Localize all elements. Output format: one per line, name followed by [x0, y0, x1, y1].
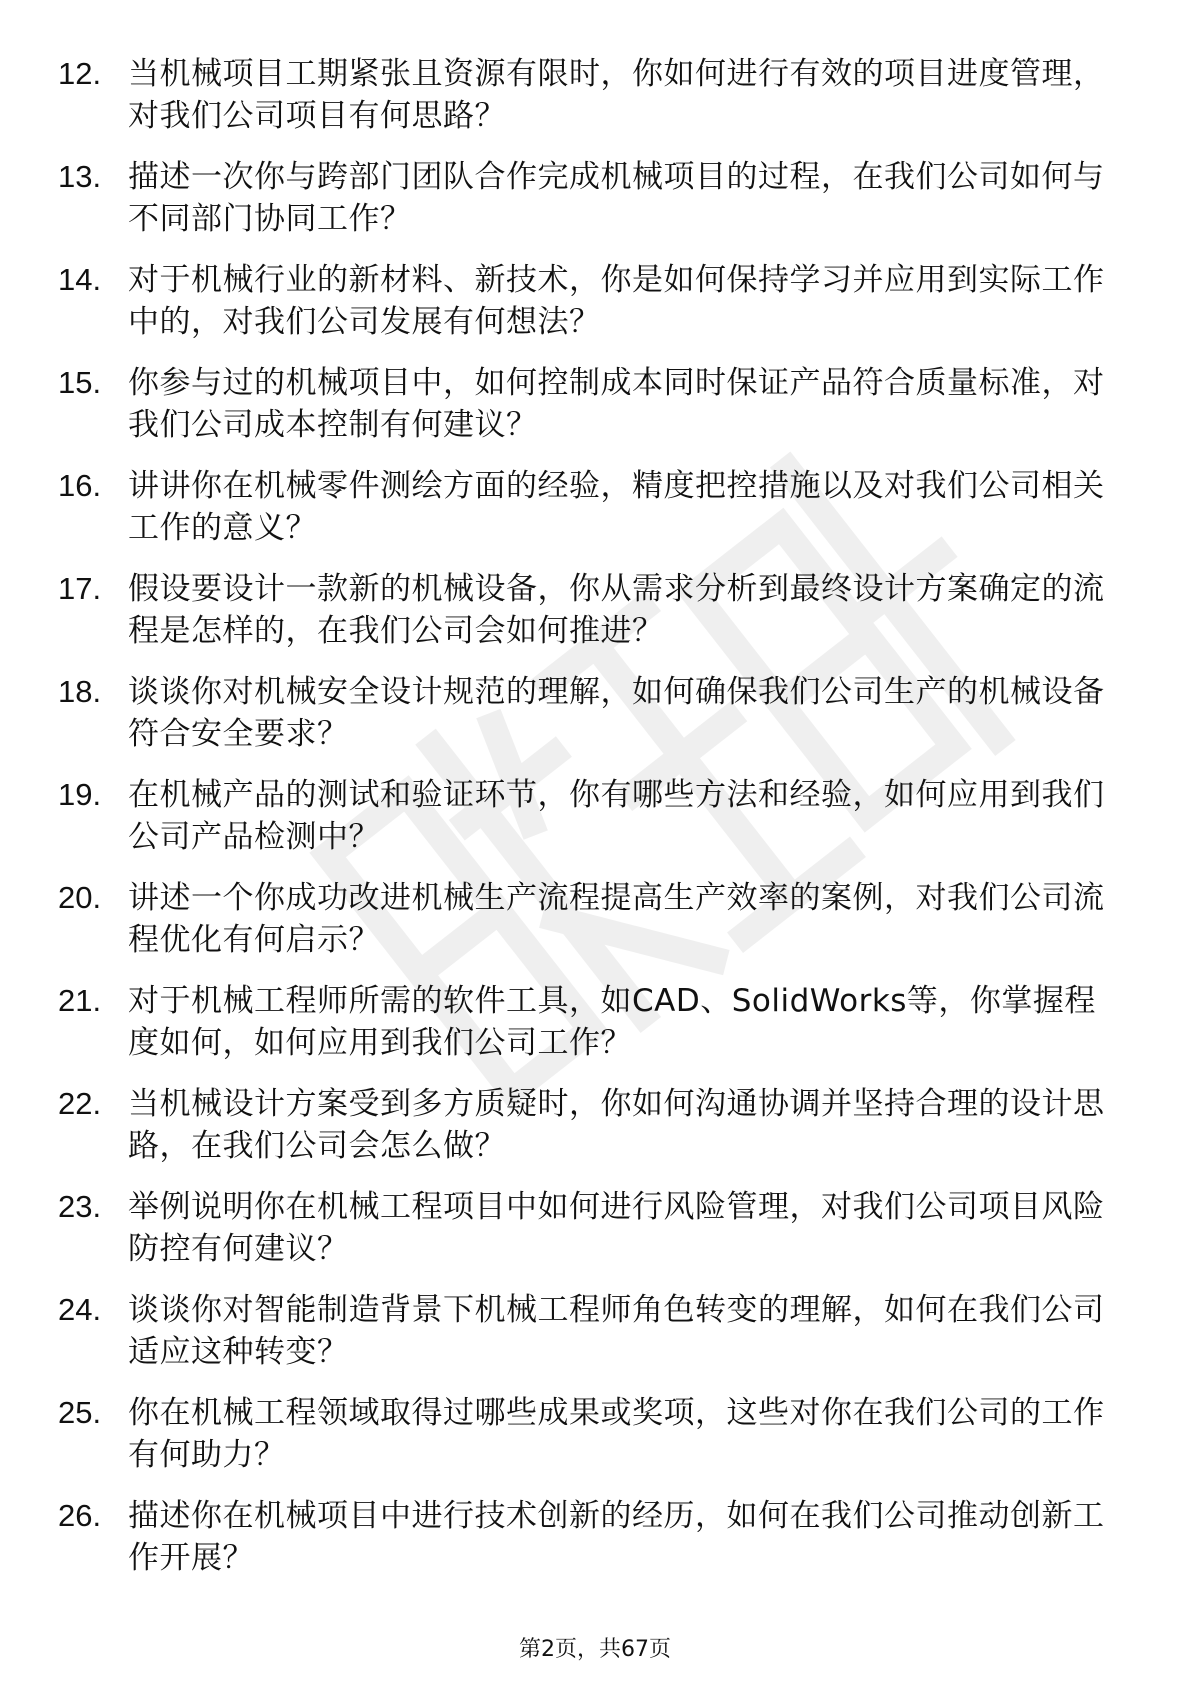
question-number: 15.: [58, 365, 102, 400]
question-item: [58, 1392, 1108, 1495]
question-item: [58, 980, 1108, 1083]
question-number: 18.: [58, 674, 102, 709]
question-number: 17.: [58, 571, 102, 606]
question-item: [58, 362, 1108, 465]
question-list: [58, 53, 1108, 1598]
question-number: 26.: [58, 1498, 102, 1533]
question-number: 25.: [58, 1395, 102, 1430]
question-item: [58, 465, 1108, 568]
question-item: [58, 568, 1108, 671]
question-text: 谈谈你对智能制造背景下机械工程师角色转变的理解，如何在我们公司适应这种转变？: [128, 1292, 1105, 1370]
question-text: 描述你在机械项目中进行技术创新的经历，如何在我们公司推动创新工作开展？: [128, 1498, 1105, 1576]
question-item: [58, 877, 1108, 980]
question-text: 当机械项目工期紧张且资源有限时，你如何进行有效的项目进度管理，对我们公司项目有何思路？: [128, 56, 1105, 134]
question-item: [58, 671, 1108, 774]
question-text: 举例说明你在机械工程项目中如何进行风险管理，对我们公司项目风险防控有何建议？: [128, 1189, 1105, 1267]
question-text: 对于机械行业的新材料、新技术，你是如何保持学习并应用到实际工作中的，对我们公司发展有何想法？: [128, 262, 1105, 340]
question-number: 19.: [58, 777, 102, 812]
question-item: [58, 156, 1108, 259]
question-text: 讲述一个你成功改进机械生产流程提高生产效率的案例，对我们公司流程优化有何启示？: [128, 880, 1105, 958]
question-item: [58, 53, 1108, 156]
question-number: 13.: [58, 159, 102, 194]
question-item: [58, 259, 1108, 362]
question-text: 当机械设计方案受到多方质疑时，你如何沟通协调并坚持合理的设计思路，在我们公司会怎么做？: [128, 1086, 1105, 1164]
question-text: 在机械产品的测试和验证环节，你有哪些方法和经验，如何应用到我们公司产品检测中？: [128, 777, 1105, 855]
question-number: 22.: [58, 1086, 102, 1121]
question-number: 21.: [58, 983, 102, 1018]
question-text: 讲讲你在机械零件测绘方面的经验，精度把控措施以及对我们公司相关工作的意义？: [128, 468, 1105, 546]
question-number: 14.: [58, 262, 102, 297]
question-number: 24.: [58, 1292, 102, 1327]
question-item: [58, 774, 1108, 877]
question-number: 12.: [58, 56, 102, 91]
question-text: 假设要设计一款新的机械设备，你从需求分析到最终设计方案确定的流程是怎样的，在我们公司会如何推进？: [128, 571, 1105, 649]
page-footer: 第2页，共67页: [519, 1637, 671, 1662]
question-text: 对于机械工程师所需的软件工具，如CAD、SolidWorks等，你掌握程度如何，如何应用到我们公司工作？: [128, 983, 1096, 1061]
question-item: [58, 1186, 1108, 1289]
question-text: 你在机械工程领域取得过哪些成果或奖项，这些对你在我们公司的工作有何助力？: [128, 1395, 1105, 1473]
question-number: 23.: [58, 1189, 102, 1224]
question-text: 你参与过的机械项目中，如何控制成本同时保证产品符合质量标准，对我们公司成本控制有何建议？: [128, 365, 1105, 443]
question-text: 描述一次你与跨部门团队合作完成机械项目的过程，在我们公司如何与不同部门协同工作？: [128, 159, 1105, 237]
question-number: 16.: [58, 468, 102, 503]
question-text: 谈谈你对机械安全设计规范的理解，如何确保我们公司生产的机械设备符合安全要求？: [128, 674, 1105, 752]
question-item: [58, 1083, 1108, 1186]
question-item: [58, 1289, 1108, 1392]
question-number: 20.: [58, 880, 102, 915]
question-item: [58, 1495, 1108, 1598]
